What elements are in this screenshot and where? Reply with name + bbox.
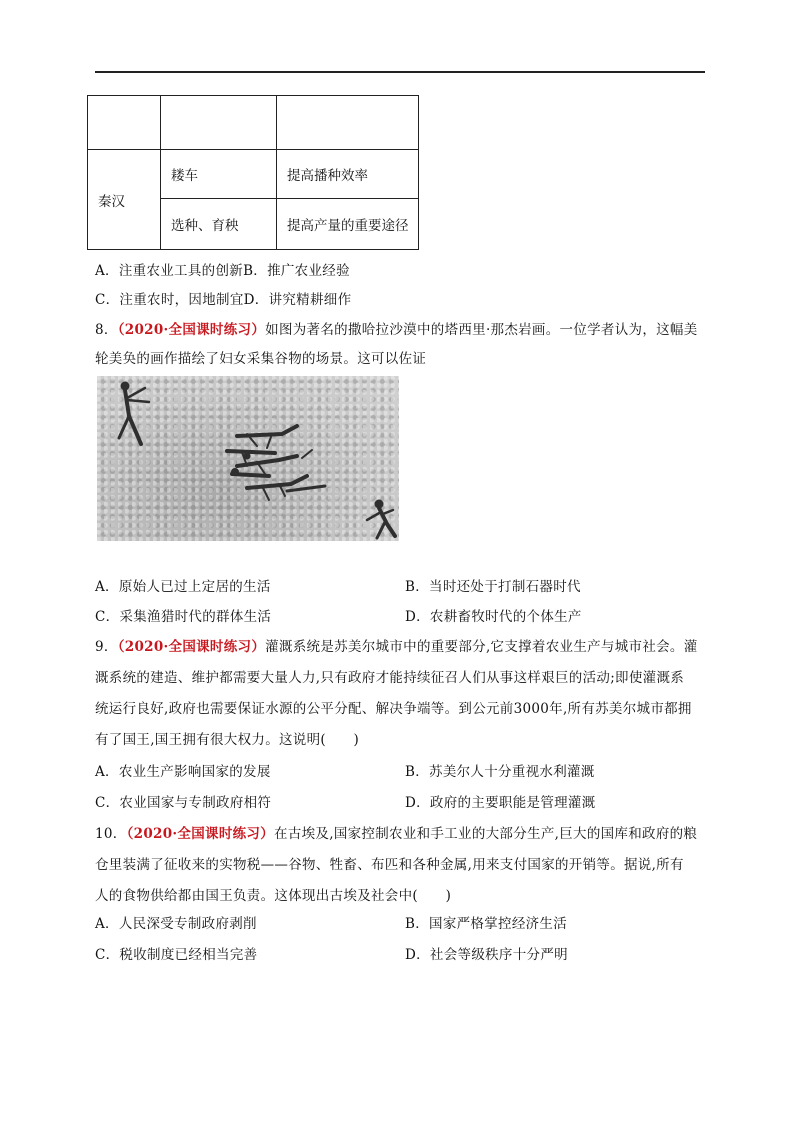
table-cell-era xyxy=(88,96,161,150)
q10-option-c[interactable]: C．税收制度已经相当完善 xyxy=(95,947,258,963)
q8-number: 8． xyxy=(95,322,118,338)
q7-option-c[interactable]: C．注重农时，因地制宜 xyxy=(95,292,244,308)
table-cell-era: 秦汉 xyxy=(88,150,161,250)
table-cell-tool xyxy=(161,96,277,150)
q9-option-d[interactable]: D．政府的主要职能是管理灌溉 xyxy=(405,795,596,811)
q9-stem-line-2: 溉系统的建造、维护都需要大量人力,只有政府才能持续征召人们从事这样艰巨的活动;即使灌溉系 xyxy=(95,670,685,686)
q9-stem-line-4: 有了国王,国王拥有很大权力。这说明( ) xyxy=(95,732,360,748)
q7-option-a[interactable]: A．注重农业工具的创新 xyxy=(95,263,244,279)
header-rule xyxy=(95,71,705,73)
q10-number: 10． xyxy=(95,826,127,842)
q9-option-a[interactable]: A．农业生产影响国家的发展 xyxy=(95,764,271,780)
table-cell-tool: 耧车 xyxy=(161,150,277,199)
table-cell-tool: 选种、育秧 xyxy=(161,199,277,250)
q9-stem-line-1 xyxy=(95,635,698,655)
q10-option-d[interactable]: D．社会等级秩序十分严明 xyxy=(405,947,568,963)
q8-option-a[interactable]: A．原始人已过上定居的生活 xyxy=(95,579,271,595)
q10-option-a[interactable]: A．人民深受专制政府剥削 xyxy=(95,916,257,932)
table-row xyxy=(88,96,419,150)
q9-text: 灌溉系统是苏美尔城市中的重要部分,它支撑着农业生产与城市社会。灌 xyxy=(265,639,698,655)
q8-stem-line-1 xyxy=(95,318,698,338)
q7-options-row-2 xyxy=(95,288,351,308)
q9-stem-line-3: 统运行良好,政府也需要保证水源的公平分配、解决争端等。到公元前3000年,所有苏美尔城市都拥 xyxy=(95,701,692,717)
q7-options-row-1 xyxy=(95,259,350,279)
q8-source-tag: （2020·全国课时练习） xyxy=(117,322,266,338)
q9-option-c[interactable]: C．农业国家与专制政府相符 xyxy=(95,795,272,811)
rock-painting-image xyxy=(97,376,399,541)
q10-stem-line-3: 人的食物供给都由国王负责。这体现出古埃及社会中( ) xyxy=(95,888,452,904)
q9-option-b[interactable]: B．苏美尔人十分重视水利灌溉 xyxy=(405,764,595,780)
q8-option-b[interactable]: B．当时还处于打制石器时代 xyxy=(405,579,581,595)
table-cell-effect: 提高产量的重要途径 xyxy=(277,199,419,250)
q8-option-d[interactable]: D．农耕畜牧时代的个体生产 xyxy=(405,609,582,625)
table-row xyxy=(88,150,419,199)
q7-option-d[interactable]: D．讲究精耕细作 xyxy=(243,292,352,308)
table-cell-effect xyxy=(277,96,419,150)
agriculture-table xyxy=(87,95,419,250)
q8-text: 如图为著名的撒哈拉沙漠中的塔西里·那杰岩画。一位学者认为，这幅美 xyxy=(265,322,698,338)
q8-stem-line-2: 轮美奂的画作描绘了妇女采集谷物的场景。这可以佐证 xyxy=(95,351,427,367)
figures-illustration xyxy=(97,376,399,541)
q9-source-tag: （2020·全国课时练习） xyxy=(117,639,266,655)
q8-option-c[interactable]: C．采集渔猎时代的群体生活 xyxy=(95,609,272,625)
q10-option-b[interactable]: B．国家严格掌控经济生活 xyxy=(405,916,568,932)
table-cell-effect: 提高播种效率 xyxy=(277,150,419,199)
q10-text: 在古埃及,国家控制农业和手工业的大部分生产,巨大的国库和政府的粮 xyxy=(274,826,698,842)
q7-option-b[interactable]: B．推广农业经验 xyxy=(243,263,350,279)
q10-source-tag: （2020·全国课时练习） xyxy=(126,826,275,842)
q10-stem-line-2: 仓里装满了征收来的实物税——谷物、牲畜、布匹和各种金属,用来支付国家的开销等。据说,所有 xyxy=(95,857,684,873)
q10-stem-line-1 xyxy=(95,822,697,842)
q9-number: 9． xyxy=(95,639,118,655)
